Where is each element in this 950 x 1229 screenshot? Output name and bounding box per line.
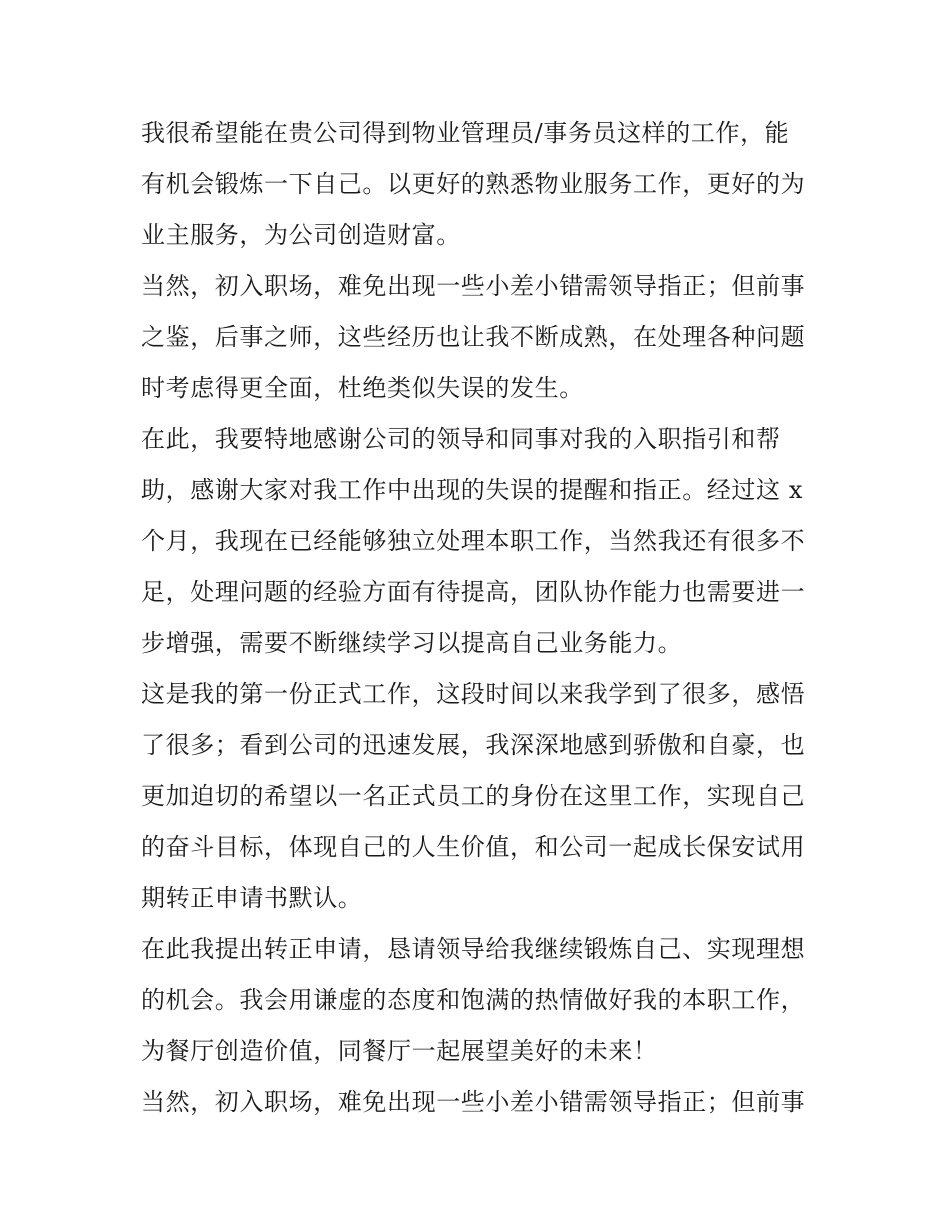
- text-line: 步增强，需要不断继续学习以提高自己业务能力。: [141, 629, 683, 657]
- text-line: 业主服务，为公司创造财富。: [141, 221, 461, 249]
- text-line: 了很多；看到公司的迅速发展，我深深地感到骄傲和自豪，也: [141, 731, 806, 759]
- text-line: 期转正申请书默认。: [141, 884, 363, 912]
- text-line: 有机会锻炼一下自己。以更好的熟悉物业服务工作，更好的为: [141, 170, 806, 198]
- text-line: 我很希望能在贵公司得到物业管理员/事务员这样的工作，能: [141, 119, 790, 147]
- text-line: 的奋斗目标，体现自己的人生价值，和公司一起成长保安试用: [141, 833, 806, 861]
- text-line: 当然，初入职场，难免出现一些小差小错需领导指正；但前事: [141, 1088, 806, 1116]
- text-line: 个月，我现在已经能够独立处理本职工作，当然我还有很多不: [141, 527, 806, 555]
- text-line: 助，感谢大家对我工作中出现的失误的提醒和指正。经过这 x: [141, 476, 803, 504]
- text-line: 之鉴，后事之师，这些经历也让我不断成熟，在处理各种问题: [141, 323, 806, 351]
- document-body: [141, 108, 821, 1128]
- text-line: 足，处理问题的经验方面有待提高，团队协作能力也需要进一: [141, 578, 806, 606]
- text-line: 的机会。我会用谦虚的态度和饱满的热情做好我的本职工作，: [141, 986, 806, 1014]
- text-line: 时考虑得更全面，杜绝类似失误的发生。: [141, 374, 584, 402]
- text-line: 在此，我要特地感谢公司的领导和同事对我的入职指引和帮: [141, 425, 781, 453]
- text-line: 这是我的第一份正式工作，这段时间以来我学到了很多，感悟: [141, 680, 806, 708]
- text-line: 更加迫切的希望以一名正式员工的身份在这里工作，实现自己: [141, 782, 806, 810]
- text-line: 为餐厅创造价值，同餐厅一起展望美好的未来！: [141, 1037, 658, 1065]
- text-line: 在此我提出转正申请，恳请领导给我继续锻炼自己、实现理想: [141, 935, 806, 963]
- text-line: 当然，初入职场，难免出现一些小差小错需领导指正；但前事: [141, 272, 806, 300]
